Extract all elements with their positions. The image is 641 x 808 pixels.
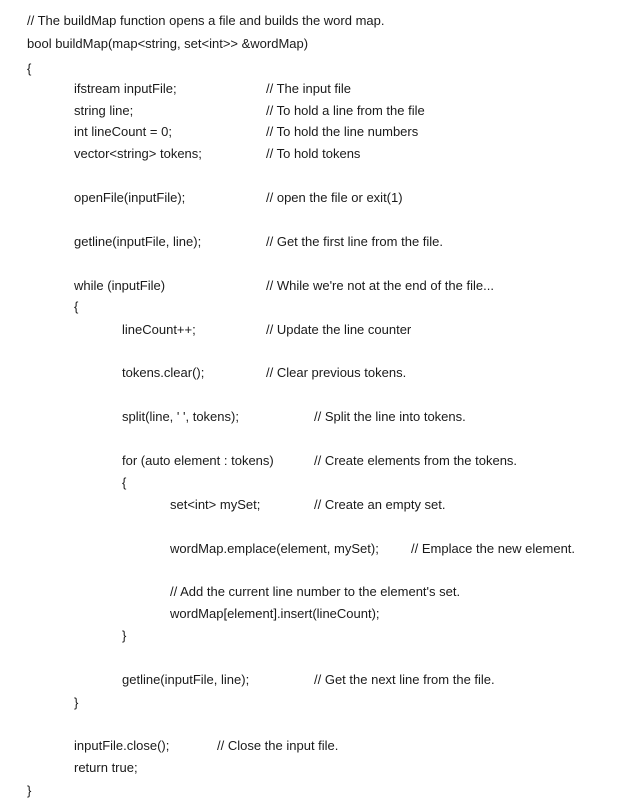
- getline-next: getline(inputFile, line);: [122, 672, 250, 687]
- emplace-call-comment: // Emplace the new element.: [411, 541, 576, 556]
- for-statement: for (auto element : tokens): [122, 453, 274, 468]
- getline-next-comment: // Get the next line from the file.: [314, 672, 495, 687]
- close-file-comment: // Close the input file.: [217, 738, 339, 753]
- while-close-brace: }: [74, 695, 79, 710]
- while-statement: while (inputFile): [74, 278, 166, 293]
- line-count-increment: lineCount++;: [122, 322, 196, 337]
- decl-input-file: ifstream inputFile;: [74, 81, 177, 96]
- getline-first: getline(inputFile, line);: [74, 234, 202, 249]
- for-open-brace: {: [122, 475, 127, 490]
- close-file-call: inputFile.close();: [74, 738, 170, 753]
- decl-line: string line;: [74, 103, 134, 118]
- tokens-clear-comment: // Clear previous tokens.: [266, 365, 407, 380]
- split-call: split(line, ' ', tokens);: [122, 409, 239, 424]
- decl-tokens-comment: // To hold tokens: [266, 146, 361, 161]
- insert-comment: // Add the current line number to the element's set.: [170, 584, 461, 599]
- line-count-increment-comment: // Update the line counter: [266, 322, 412, 337]
- while-open-brace: {: [74, 299, 79, 314]
- function-open-brace: {: [27, 61, 32, 76]
- header-comment: // The buildMap function opens a file and builds the word map.: [27, 13, 385, 28]
- function-close-brace: }: [27, 783, 32, 798]
- decl-line-comment: // To hold a line from the file: [266, 103, 425, 118]
- insert-call: wordMap[element].insert(lineCount);: [170, 606, 380, 621]
- function-signature: bool buildMap(map<string, set<int>> &wordMap): [27, 36, 309, 51]
- getline-first-comment: // Get the first line from the file.: [266, 234, 444, 249]
- for-statement-comment: // Create elements from the tokens.: [314, 453, 518, 468]
- return-statement: return true;: [74, 760, 138, 775]
- split-call-comment: // Split the line into tokens.: [314, 409, 466, 424]
- decl-line-count: int lineCount = 0;: [74, 124, 172, 139]
- myset-declaration-comment: // Create an empty set.: [314, 497, 446, 512]
- decl-input-file-comment: // The input file: [266, 81, 352, 96]
- for-close-brace: }: [122, 628, 127, 643]
- decl-line-count-comment: // To hold the line numbers: [266, 124, 419, 139]
- open-file-comment: // open the file or exit(1): [266, 190, 403, 205]
- tokens-clear: tokens.clear();: [122, 365, 205, 380]
- decl-tokens: vector<string> tokens;: [74, 146, 202, 161]
- while-statement-comment: // While we're not at the end of the file...: [266, 278, 494, 293]
- emplace-call: wordMap.emplace(element, mySet);: [170, 541, 379, 556]
- open-file-call: openFile(inputFile);: [74, 190, 186, 205]
- myset-declaration: set<int> mySet;: [170, 497, 261, 512]
